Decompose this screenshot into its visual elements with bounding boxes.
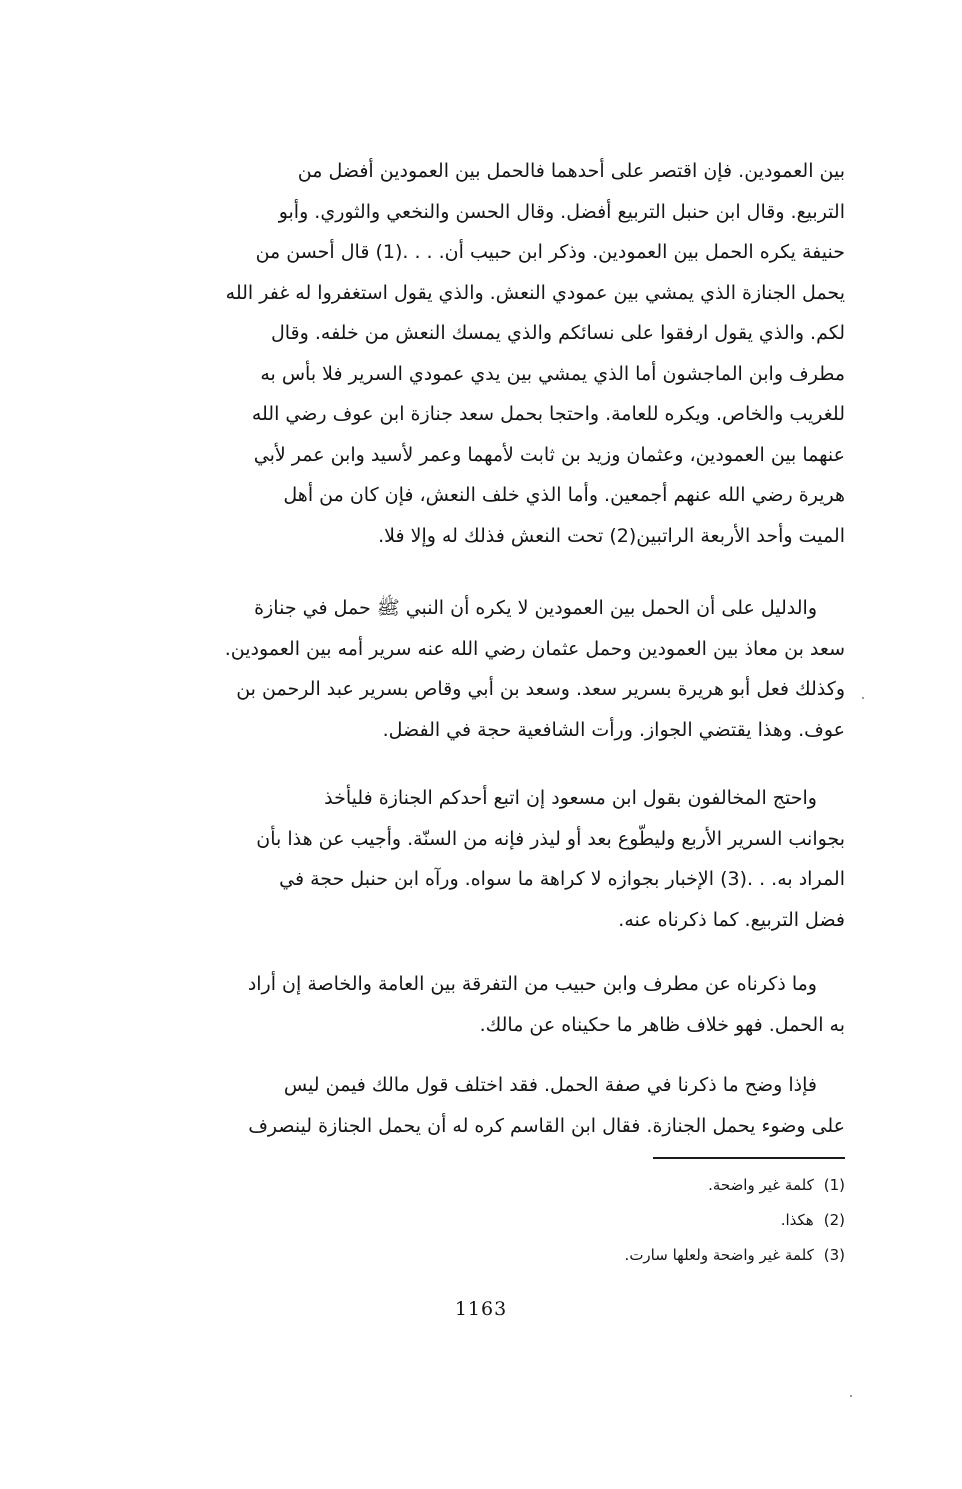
text-line: واحتج المخالفون بقول ابن مسعود إن اتبع أحدكم الجنازة فليأخذ (324, 787, 817, 809)
footnote-text: كلمة غير واضحة ولعلها سارت. (624, 1246, 814, 1264)
text-line: التربيع. وقال ابن حنبل التربيع أفضل. وقال الحسن والنخعي والثوري. وأبو (278, 200, 845, 223)
paragraph-1 (120, 151, 845, 556)
text-line: حنيفة يكره الحمل بين العمودين. وذكر ابن حبيب أن. . . .(1) قال أحسن من (255, 241, 845, 263)
page-number: 1163 (454, 1298, 508, 1320)
text-line: لكم. والذي يقول ارفقوا على نسائكم والذي يمسك النعش من خلفه. وقال (270, 322, 845, 344)
text-line: بين العمودين. فإن اقتصر على أحدهما فالحمل بين العمودين أفضل من (297, 160, 845, 182)
text-line: الميت وأحد الأربعة الراتبين(2) تحت النعش فذلك له وإلا فلا. (378, 524, 845, 547)
paragraph-3 (120, 778, 845, 940)
footnote-number: (3) (823, 1246, 845, 1264)
text-line: والدليل على أن الحمل بين العمودين لا يكره أن النبي ﷺ حمل في جنازة (254, 597, 817, 619)
footnote-text: هكذا. (780, 1211, 814, 1229)
footnotes (420, 1168, 845, 1273)
text-line: وما ذكرناه عن مطرف وابن حبيب من التفرقة بين العامة والخاصة إن أراد (247, 973, 817, 995)
paragraph-2 (120, 588, 845, 750)
text-line: عنهما بين العمودين، وعثمان وزيد بن ثابت لأمهما وعمر لأسيد وابن عمر لأبي (253, 443, 845, 466)
text-line: للغريب والخاص. ويكره للعامة. واحتجا بحمل سعد جنازة ابن عوف رضي الله (251, 403, 845, 425)
text-line: على وضوء يحمل الجنازة. فقال ابن القاسم كره له أن يحمل الجنازة لينصرف (248, 1114, 845, 1137)
text-line: هريرة رضي الله عنهم أجمعين. وأما الذي خلف النعش، فإن كان من أهل (283, 484, 845, 506)
text-line: بجوانب السرير الأربع وليطّوع بعد أو ليذر فإنه من السنّة. وأجيب عن هذا بأن (256, 827, 845, 850)
text-line: يحمل الجنازة الذي يمشي بين عمودي النعش. والذي يقول استغفروا له غفر الله (225, 281, 845, 304)
text-line: مطرف وابن الماجشون أما الذي يمشي بين يدي عمودي السرير فلا بأس به (260, 362, 845, 385)
text-line: المراد به. . .(3) الإخبار بجوازه لا كراهة ما سواه. ورآه ابن حنبل حجة في (279, 868, 845, 890)
text-line: وكذلك فعل أبو هريرة بسرير سعد. وسعد بن أبي وقاص بسرير عبد الرحمن بن (236, 678, 845, 700)
footnote-number: (1) (823, 1176, 845, 1194)
footnote-divider (653, 1157, 845, 1159)
footnote-1 (420, 1168, 845, 1203)
text-line: فإذا وضح ما ذكرنا في صفة الحمل. فقد اختلف قول مالك فيمن ليس (283, 1074, 817, 1096)
scan-speck (862, 697, 864, 699)
footnote-number: (2) (823, 1211, 845, 1229)
footnote-3 (420, 1238, 845, 1273)
text-line: سعد بن معاذ بين العمودين وحمل عثمان رضي الله عنه سرير أمه بين العمودين. (224, 637, 845, 660)
text-line: عوف. وهذا يقتضي الجواز. ورأت الشافعية حجة في الفضل. (382, 718, 845, 741)
footnote-2 (420, 1203, 845, 1238)
footnote-text: كلمة غير واضحة. (708, 1176, 814, 1194)
scan-speck (850, 1395, 852, 1397)
paragraph-4 (120, 964, 845, 1045)
text-line: به الحمل. فهو خلاف ظاهر ما حكيناه عن مالك. (479, 1013, 845, 1036)
text-line: فضل التربيع. كما ذكرناه عنه. (618, 908, 845, 931)
paragraph-5 (120, 1065, 845, 1146)
